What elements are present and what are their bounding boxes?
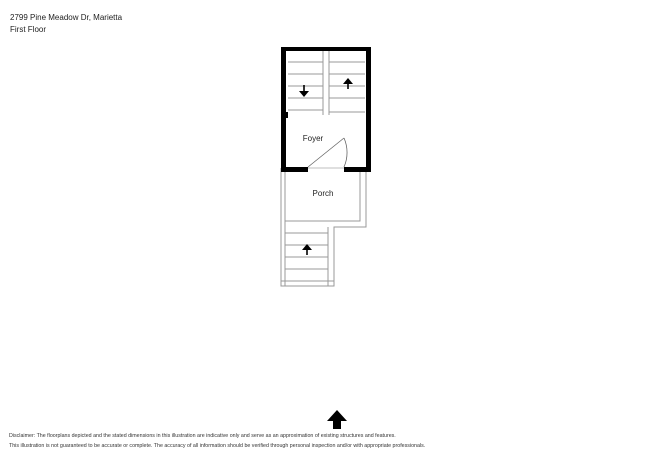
disclaimer-line-1: Disclaimer: The floorplans depicted and the stated dimensions in this illustration are indicative only and serve as an approximation of existing structures and features. — [9, 433, 396, 439]
room-label-porch: Porch — [312, 189, 334, 198]
north-arrow-icon — [327, 410, 347, 429]
porch-steps — [281, 227, 334, 286]
arrow-down-icon — [299, 85, 309, 97]
arrow-up-icon — [343, 78, 353, 89]
plan-address: 2799 Pine Meadow Dr, Marietta — [10, 13, 123, 22]
interior-stairs — [288, 50, 365, 115]
room-label-foyer: Foyer — [302, 134, 324, 143]
porch-area — [281, 168, 366, 286]
porch-arrow-up-icon — [302, 244, 312, 255]
floor-name: First Floor — [10, 25, 46, 34]
disclaimer-line-2: This illustration is not guaranteed to be accurate or complete. The accuracy of all information should be verified through personal inspection and/or with appropriate professionals. — [9, 443, 426, 449]
